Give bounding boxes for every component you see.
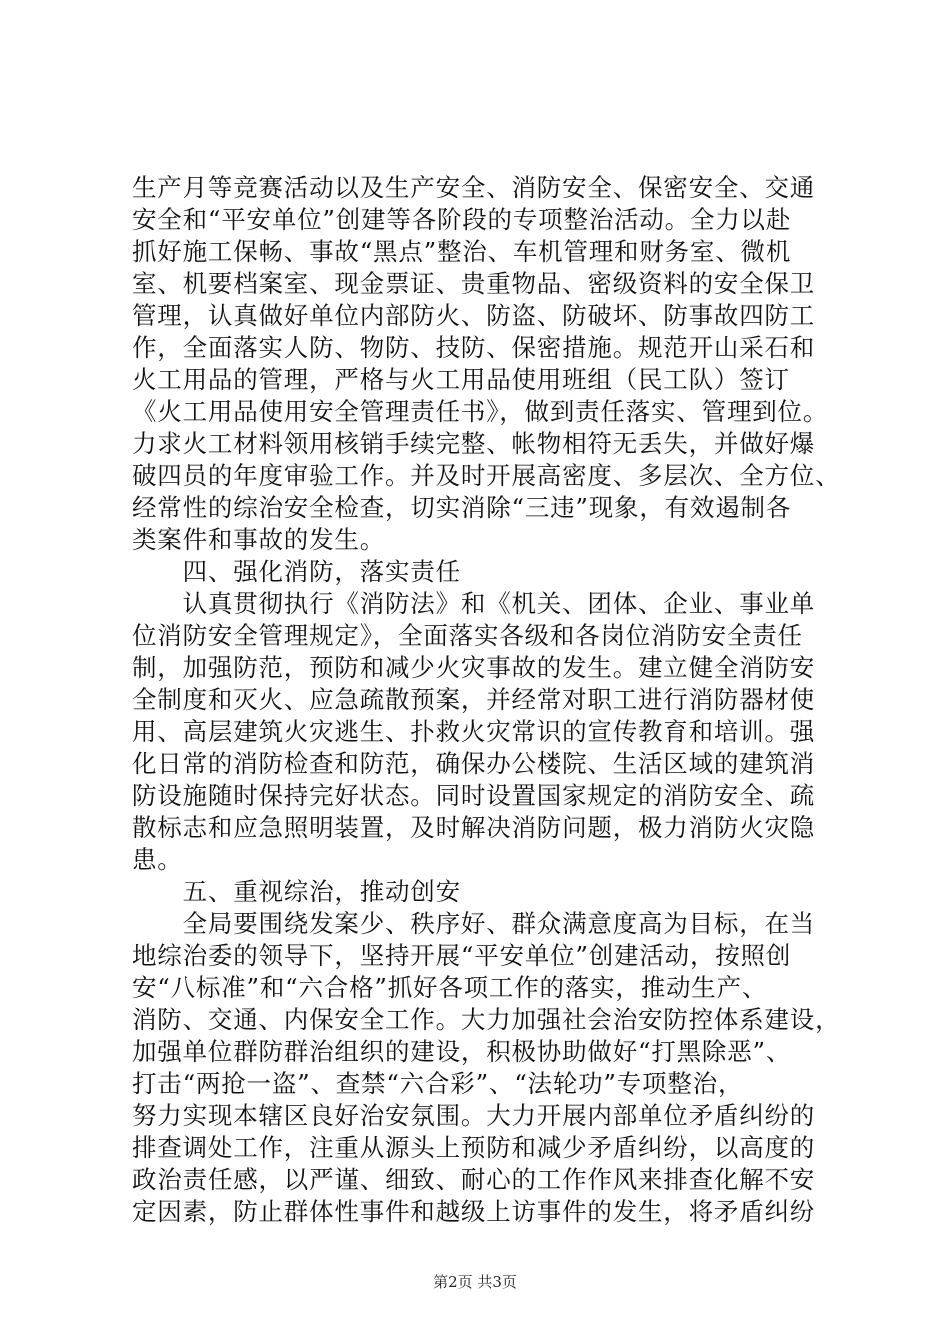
text-line: 努力实现本辖区良好治安氛围。大力开展内部单位矛盾纠纷的	[132, 1101, 816, 1130]
text-line: 抓好施工保畅、事故“黑点”整治、车机管理和财务室、微机	[132, 237, 792, 266]
section-heading: 四、强化消防，落实责任	[132, 557, 461, 586]
text-line: 政治责任感，以严谨、细致、耐心的工作作风来排查化解不安	[132, 1165, 816, 1194]
text-line: 全局要围绕发案少、秩序好、群众满意度高为目标，在当	[132, 909, 816, 938]
text-line: 室、机要档案室、现金票证、贵重物品、密级资料的安全保卫	[132, 269, 816, 298]
text-line: 类案件和事故的发生。	[132, 525, 385, 554]
text-line: 破四员的年度审验工作。并及时开展高密度、多层次、全方位、	[132, 461, 841, 490]
page-number-footer: 第2页 共3页	[433, 1273, 517, 1291]
text-line: 位消防安全管理规定》，全面落实各级和各岗位消防安全责任	[132, 621, 803, 650]
text-line: 用、高层建筑火灾逃生、扑救火灾常识的宣传教育和培训。强	[132, 717, 816, 746]
text-line: 经常性的综治安全检查，切实消除“三违”现象，有效遏制各	[132, 493, 792, 522]
text-line: 作，全面落实人防、物防、技防、保密措施。规范开山采石和	[132, 333, 816, 362]
text-line: 全制度和灭火、应急疏散预案，并经常对职工进行消防器材使	[132, 685, 816, 714]
text-line: 安全和“平安单位”创建等各阶段的专项整治活动。全力以赴	[132, 205, 792, 234]
text-line: 消防、交通、内保安全工作。大力加强社会治安防控体系建设，	[132, 1005, 841, 1034]
text-line: 打击“两抢一盗”、查禁“六合彩”、“法轮功”专项整治，	[132, 1069, 744, 1098]
text-line: 力求火工材料领用核销手续完整、帐物相符无丢失，并做好爆	[132, 429, 816, 458]
text-line: 认真贯彻执行《消防法》和《机关、团体、企业、事业单	[132, 589, 816, 618]
text-line: 地综治委的领导下，坚持开展“平安单位”创建活动，按照创	[132, 941, 792, 970]
text-line: 制，加强防范，预防和减少火灾事故的发生。建立健全消防安	[132, 653, 816, 682]
text-line: 加强单位群防群治组织的建设，积极协助做好“打黑除恶”、	[132, 1037, 792, 1066]
text-line: 生产月等竞赛活动以及生产安全、消防安全、保密安全、交通	[132, 173, 816, 202]
text-line: 防设施随时保持完好状态。同时设置国家规定的消防安全、疏	[132, 781, 816, 810]
section-heading: 五、重视综治，推动创安	[132, 877, 461, 906]
text-line: 《火工用品使用安全管理责任书》，做到责任落实、管理到位。	[132, 397, 829, 426]
text-line: 散标志和应急照明装置，及时解决消防问题，极力消防火灾隐	[132, 813, 816, 842]
text-line: 排查调处工作，注重从源头上预防和减少矛盾纠纷，以高度的	[132, 1133, 816, 1162]
text-line: 患。	[132, 845, 183, 874]
text-line: 化日常的消防检查和防范，确保办公楼院、生活区域的建筑消	[132, 749, 816, 778]
text-line: 火工用品的管理，严格与火工用品使用班组（民工队）签订	[132, 365, 790, 394]
text-line: 定因素，防止群体性事件和越级上访事件的发生，将矛盾纠纷	[132, 1197, 816, 1226]
text-line: 管理，认真做好单位内部防火、防盗、防破坏、防事故四防工	[132, 301, 816, 330]
text-line: 安“八标准”和“六合格”抓好各项工作的落实，推动生产、	[132, 973, 768, 1002]
